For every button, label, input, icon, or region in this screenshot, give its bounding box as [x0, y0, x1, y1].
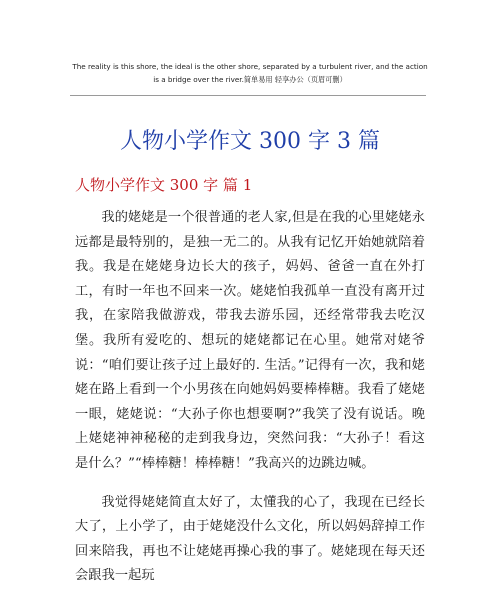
- article-body: [75, 206, 425, 603]
- document-title: 人物小学作文 300 字 3 篇: [120, 128, 380, 154]
- header-divider: [70, 95, 426, 96]
- paragraph-2: 我觉得姥姥简直太好了，太懂我的心了，我现在已经长大了，上小学了，由于姥姥没什么文化，所以妈妈辞掉工作回来陪我，再也不让姥姥再操心我的事了。姥姥现在每天还会跟我一起玩: [75, 494, 425, 584]
- page-header-text: The reality is this shore, the ideal is the other shore, separated by a turbulent river, and the action is a bridge over the river.简单易用 轻享办公（页眉可删）: [72, 62, 428, 84]
- paragraph-1: 我的姥姥是一个很普通的老人家,但是在我的心里姥姥永远都是最特别的，是独一无二的。从我有记忆开始她就陪着我。我是在姥姥身边长大的孩子，妈妈、爸爸一直在外打工，有时一年也不回来一次。姥姥怕我孤单一直没有离开过我，在家陪我做游戏，带我去游乐园，还经常带我去吃汉堡。我所有爱吃的、想玩的姥姥都记在心里。她常对姥爷说：“咱们要让孩子过上最好的. 生活。”记得有一次，我和姥姥在路上看到一个小男孩在向她妈妈要棒棒糖。我看了姥姥一眼，姥姥说：“大孙子你也想要啊?”我笑了没有说话。晚上姥姥神神秘秘的走到我身边，突然问我：“大孙子！看这是什么？”“棒棒糖！棒棒糖！”我高兴的边跳边喊。: [75, 210, 425, 471]
- section-title: 人物小学作文 300 字 篇 1: [75, 176, 253, 194]
